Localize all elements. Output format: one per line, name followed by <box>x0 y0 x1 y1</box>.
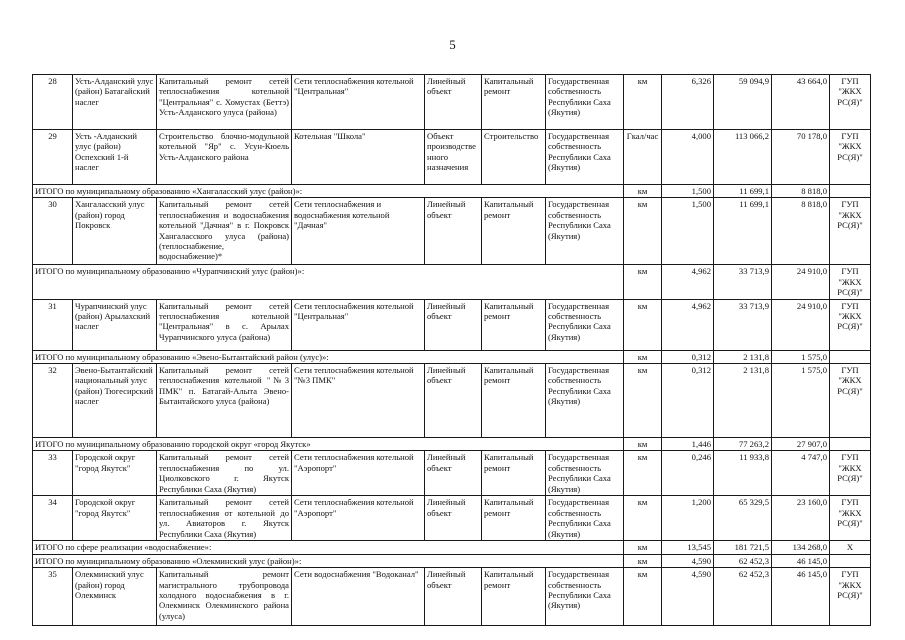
total-funding: 1 575,0 <box>772 350 830 363</box>
cell-object-type: Объект производственного назначения <box>425 130 482 185</box>
cell-quantity: 6,326 <box>662 75 714 130</box>
total-quantity: 0,312 <box>662 350 714 363</box>
cell-work-type: Капитальный ремонт <box>482 364 546 438</box>
total-unit: км <box>624 185 662 198</box>
cell-object: Сети водоснабжения "Водоканал" <box>292 568 425 626</box>
cell-object-type: Линейный объект <box>425 75 482 130</box>
table-row <box>33 568 871 626</box>
cell-total-cost: 113 066,2 <box>714 130 772 185</box>
cell-funding: 24 910,0 <box>772 299 830 350</box>
cell-total-cost: 11 933,8 <box>714 451 772 496</box>
total-cost: 2 131,8 <box>714 350 772 363</box>
cell-object-type: Линейный объект <box>425 568 482 626</box>
cell-work-type: Капитальный ремонт <box>482 75 546 130</box>
cell-description: Капитальный ремонт сетей теплоснабжения котельной "№3 ПМК" п. Батагай-Алыта Эвено-Бытантайского улуса (района) <box>157 364 292 438</box>
cell-work-type: Капитальный ремонт <box>482 198 546 265</box>
total-unit: км <box>624 541 662 554</box>
cell-object: Сети теплоснабжения котельной "Центральная" <box>292 299 425 350</box>
register-table <box>32 74 871 626</box>
total-cost: 62 452,3 <box>714 554 772 567</box>
total-funding: 46 145,0 <box>772 554 830 567</box>
cell-ownership: Государственная собственность Республики Саха (Якутия) <box>546 130 624 185</box>
table-row <box>33 451 871 496</box>
total-organization <box>830 438 871 451</box>
total-label: ИТОГО по муниципальному образованию «Эвено-Бытантайский район (улус)»: <box>33 350 624 363</box>
cell-object-type: Линейный объект <box>425 364 482 438</box>
cell-object-type: Линейный объект <box>425 496 482 541</box>
cell-unit: км <box>624 75 662 130</box>
cell-organization: ГУП "ЖКХ РС(Я)" <box>830 364 871 438</box>
cell-funding: 43 664,0 <box>772 75 830 130</box>
total-organization <box>830 554 871 567</box>
cell-work-type: Капитальный ремонт <box>482 496 546 541</box>
cell-quantity: 4,590 <box>662 568 714 626</box>
total-unit: км <box>624 554 662 567</box>
total-organization <box>830 350 871 363</box>
total-quantity: 13,545 <box>662 541 714 554</box>
page-number: 5 <box>449 37 456 52</box>
cell-quantity: 4,962 <box>662 299 714 350</box>
table-row <box>33 130 871 185</box>
cell-work-type: Строительство <box>482 130 546 185</box>
cell-work-type: Капитальный ремонт <box>482 299 546 350</box>
cell-municipality: Олекминский улус (район) город Олекминск <box>73 568 157 626</box>
cell-funding: 23 160,0 <box>772 496 830 541</box>
cell-organization: ГУП "ЖКХ РС(Я)" <box>830 568 871 626</box>
cell-total-cost: 33 713,9 <box>714 299 772 350</box>
total-label: ИТОГО по сфере реализации «водоснабжение»: <box>33 541 624 554</box>
total-unit: км <box>624 438 662 451</box>
cell-description: Строительство блочно-модульной котельной "Яр" с. Усун-Кюель Усть-Алданского района <box>157 130 292 185</box>
cell-object-type: Линейный объект <box>425 198 482 265</box>
cell-funding: 8 818,0 <box>772 198 830 265</box>
total-funding: 134 268,0 <box>772 541 830 554</box>
cell-description: Капитальный ремонт сетей теплоснабжения от котельной до ул. Авиаторов г. Якутск Республики Саха (Якутия) <box>157 496 292 541</box>
cell-ownership: Государственная собственность Республики Саха (Якутия) <box>546 496 624 541</box>
total-organization <box>830 185 871 198</box>
total-row <box>33 350 871 363</box>
cell-description: Капитальный ремонт сетей теплоснабжения и водоснабжения котельной "Дачная" в г. Покровск Хангаласского улуса (района)(теплоснабжение, водоснабжение)* <box>157 198 292 265</box>
total-unit: км <box>624 265 662 299</box>
cell-ownership: Государственная собственность Республики Саха (Якутия) <box>546 364 624 438</box>
cell-organization: ГУП "ЖКХ РС(Я)" <box>830 451 871 496</box>
total-label: ИТОГО по муниципальному образованию городской округ «город Якутск» <box>33 438 624 451</box>
cell-work-type: Капитальный ремонт <box>482 568 546 626</box>
cell-object: Сети теплоснабжения котельной "Аэропорт" <box>292 451 425 496</box>
cell-quantity: 1,200 <box>662 496 714 541</box>
cell-funding: 70 178,0 <box>772 130 830 185</box>
cell-municipality: Хангаласский улус (район) город Покровск <box>73 198 157 265</box>
total-quantity: 1,446 <box>662 438 714 451</box>
table-row <box>33 496 871 541</box>
total-row <box>33 185 871 198</box>
cell-total-cost: 11 699,1 <box>714 198 772 265</box>
cell-quantity: 1,500 <box>662 198 714 265</box>
cell-description: Капитальный ремонт магистрального трубопровода холодного водоснабжения в г. Олекминск Олекминского района (улуса) <box>157 568 292 626</box>
cell-unit: км <box>624 568 662 626</box>
cell-organization: ГУП "ЖКХ РС(Я)" <box>830 130 871 185</box>
cell-unit: км <box>624 364 662 438</box>
total-cost: 33 713,9 <box>714 265 772 299</box>
cell-funding: 1 575,0 <box>772 364 830 438</box>
total-organization: Х <box>830 541 871 554</box>
cell-number: 35 <box>33 568 73 626</box>
cell-municipality: Городской округ "город Якутск" <box>73 496 157 541</box>
cell-number: 33 <box>33 451 73 496</box>
cell-object: Котельная "Школа" <box>292 130 425 185</box>
total-quantity: 4,590 <box>662 554 714 567</box>
cell-object-type: Линейный объект <box>425 299 482 350</box>
cell-total-cost: 65 329,5 <box>714 496 772 541</box>
cell-number: 31 <box>33 299 73 350</box>
cell-municipality: Усть-Алданский улус (район) Батагайский наслег <box>73 75 157 130</box>
total-funding: 8 818,0 <box>772 185 830 198</box>
cell-ownership: Государственная собственность Республики Саха (Якутия) <box>546 299 624 350</box>
table-row <box>33 75 871 130</box>
total-cost: 181 721,5 <box>714 541 772 554</box>
cell-number: 34 <box>33 496 73 541</box>
cell-total-cost: 59 094,9 <box>714 75 772 130</box>
cell-object: Сети теплоснабжения котельной "Центральная" <box>292 75 425 130</box>
total-quantity: 4,962 <box>662 265 714 299</box>
total-label: ИТОГО по муниципальному образованию «Чурапчинский улус (район)»: <box>33 265 624 299</box>
cell-municipality: Чурапчинский улус (район) Арылахский наслег <box>73 299 157 350</box>
cell-organization: ГУП "ЖКХ РС(Я)" <box>830 75 871 130</box>
total-row <box>33 265 871 299</box>
cell-funding: 4 747,0 <box>772 451 830 496</box>
total-cost: 11 699,1 <box>714 185 772 198</box>
total-label: ИТОГО по муниципальному образованию «Хангаласский улус (район)»: <box>33 185 624 198</box>
table-row <box>33 364 871 438</box>
cell-object: Сети теплоснабжения котельной "Аэропорт" <box>292 496 425 541</box>
cell-number: 29 <box>33 130 73 185</box>
cell-object: Сети теплоснабжения и водоснабжения котельной "Дачная" <box>292 198 425 265</box>
cell-unit: км <box>624 451 662 496</box>
cell-quantity: 0,246 <box>662 451 714 496</box>
cell-unit: км <box>624 198 662 265</box>
cell-unit: км <box>624 299 662 350</box>
cell-ownership: Государственная собственность Республики Саха (Якутия) <box>546 568 624 626</box>
cell-number: 28 <box>33 75 73 130</box>
cell-object: Сети теплоснабжения котельной "№3 ПМК" <box>292 364 425 438</box>
total-quantity: 1,500 <box>662 185 714 198</box>
total-label: ИТОГО по муниципальному образованию «Олекминский улус (район)»: <box>33 554 624 567</box>
cell-number: 32 <box>33 364 73 438</box>
cell-total-cost: 62 452,3 <box>714 568 772 626</box>
total-row <box>33 438 871 451</box>
cell-organization: ГУП "ЖКХ РС(Я)" <box>830 496 871 541</box>
total-organization: ГУП "ЖКХ РС(Я)" <box>830 265 871 299</box>
total-row <box>33 554 871 567</box>
cell-municipality: Эвено-Бытантайский национальный улус (район) Тюгесирский наслег <box>73 364 157 438</box>
cell-ownership: Государственная собственность Республики Саха (Якутия) <box>546 75 624 130</box>
cell-description: Капитальный ремонт сетей теплоснабжения по ул. Циолковского г. Якутск Республики Саха (Якутия) <box>157 451 292 496</box>
cell-quantity: 4,000 <box>662 130 714 185</box>
table-row <box>33 299 871 350</box>
cell-work-type: Капитальный ремонт <box>482 451 546 496</box>
total-unit: км <box>624 350 662 363</box>
cell-municipality: Городской округ "город Якутск" <box>73 451 157 496</box>
cell-unit: км <box>624 496 662 541</box>
cell-description: Капитальный ремонт сетей теплоснабжения котельной "Центральная" в с. Арылах Чурапчинского улуса (района) <box>157 299 292 350</box>
cell-organization: ГУП "ЖКХ РС(Я)" <box>830 299 871 350</box>
cell-quantity: 0,312 <box>662 364 714 438</box>
cell-municipality: Усть -Алданский улус (район) Оспехский 1-й наслег <box>73 130 157 185</box>
cell-description: Капитальный ремонт сетей теплоснабжения котельной "Центральная" с. Хомустах (Беттэ) Усть-Алданского улуса (района) <box>157 75 292 130</box>
total-funding: 24 910,0 <box>772 265 830 299</box>
cell-total-cost: 2 131,8 <box>714 364 772 438</box>
cell-ownership: Государственная собственность Республики Саха (Якутия) <box>546 451 624 496</box>
total-funding: 27 907,0 <box>772 438 830 451</box>
cell-ownership: Государственная собственность Республики Саха (Якутия) <box>546 198 624 265</box>
table-row <box>33 198 871 265</box>
cell-object-type: Линейный объект <box>425 451 482 496</box>
cell-organization: ГУП "ЖКХ РС(Я)" <box>830 198 871 265</box>
total-row <box>33 541 871 554</box>
cell-unit: Гкал/час <box>624 130 662 185</box>
total-cost: 77 263,2 <box>714 438 772 451</box>
cell-funding: 46 145,0 <box>772 568 830 626</box>
cell-number: 30 <box>33 198 73 265</box>
